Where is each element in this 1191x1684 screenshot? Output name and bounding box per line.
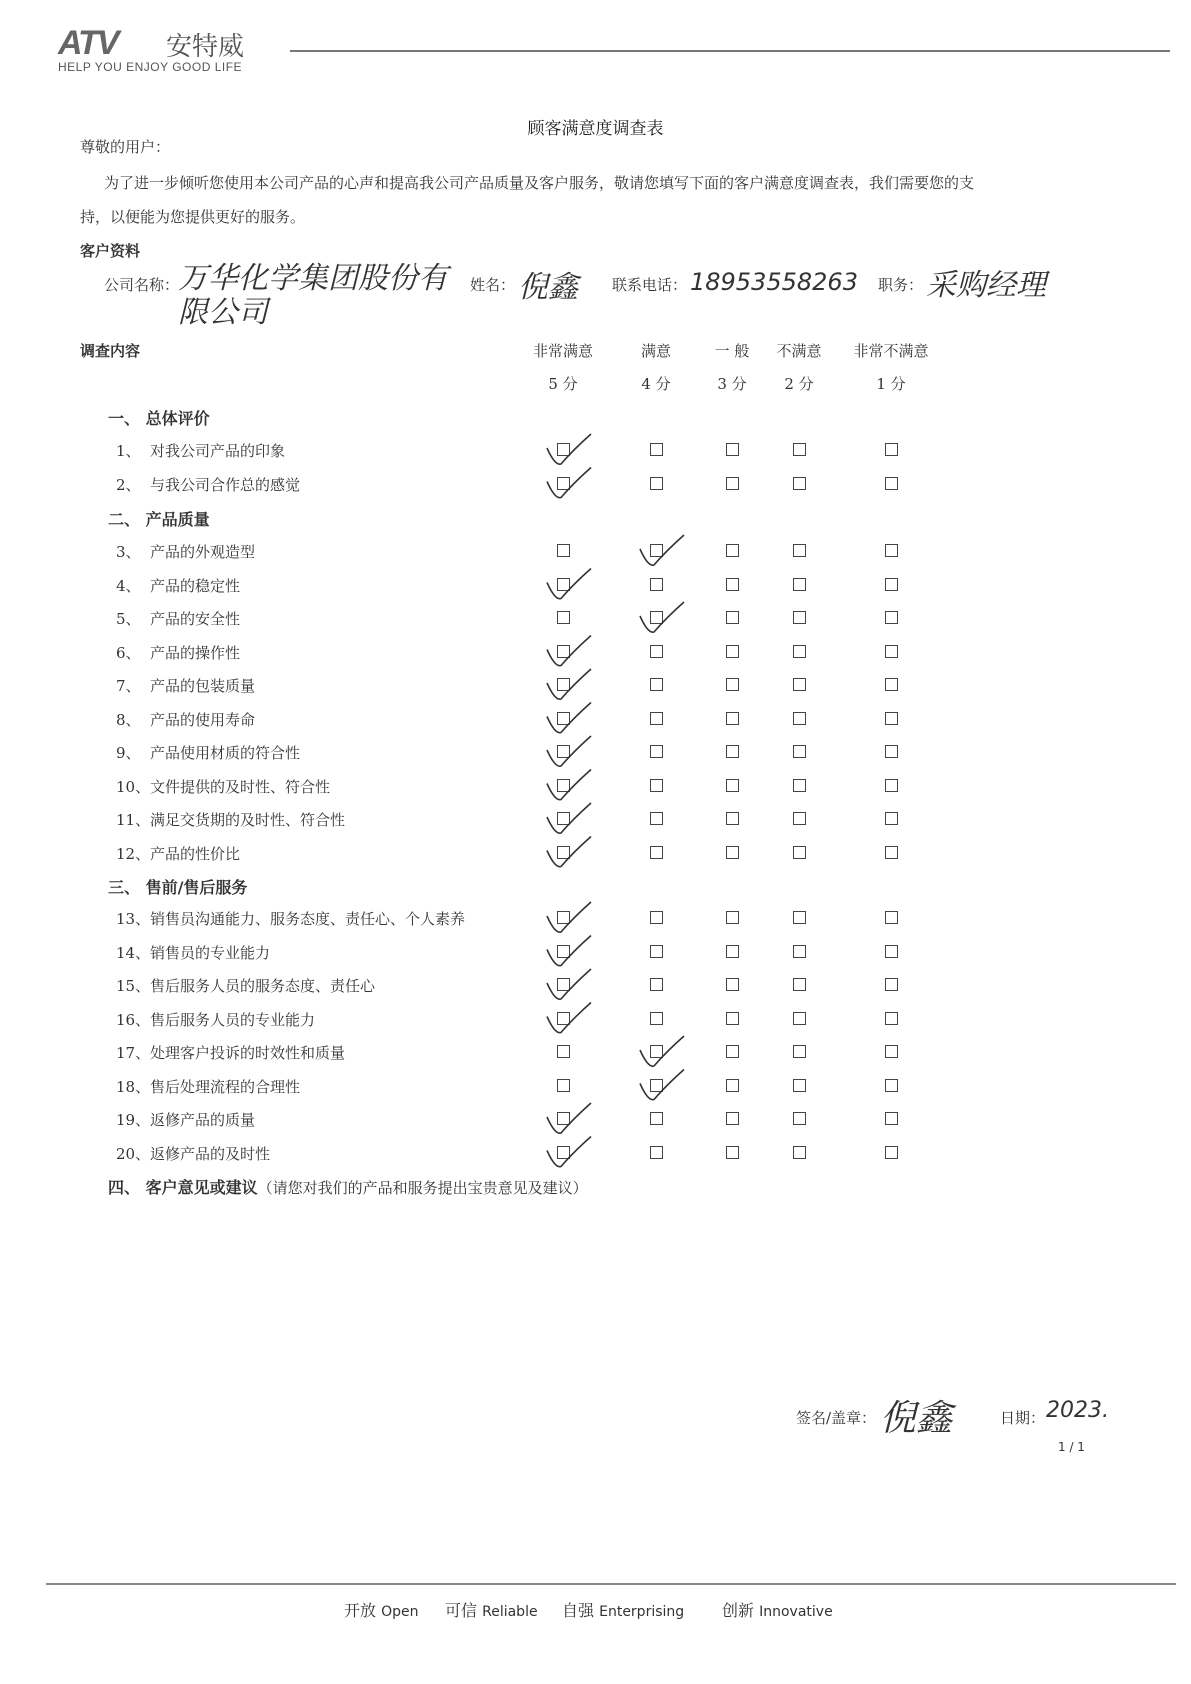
column-score: 3 分 <box>717 375 747 393</box>
rating-checkbox-3[interactable] <box>726 812 739 825</box>
rating-checkbox-3[interactable] <box>726 1112 739 1125</box>
page-number: 1 / 1 <box>1058 1440 1085 1454</box>
item-number: 20、 <box>116 1144 151 1163</box>
rating-checkbox-3[interactable] <box>726 1045 739 1058</box>
survey-row <box>116 440 285 461</box>
rating-checkbox-5[interactable] <box>557 911 570 924</box>
rating-checkbox-3[interactable] <box>726 544 739 557</box>
date-value[interactable]: 2023. <box>1046 1398 1109 1423</box>
rating-checkbox-2[interactable] <box>793 911 806 924</box>
item-text: 售后处理流程的合理性 <box>150 1077 301 1096</box>
logo: ATV <box>58 24 118 62</box>
column-score: 2 分 <box>784 375 814 393</box>
footer-divider <box>46 1583 1176 1585</box>
survey-row <box>116 908 465 929</box>
rating-checkbox-5[interactable] <box>557 945 570 958</box>
item-text: 销售员的专业能力 <box>150 943 271 962</box>
name-label: 姓名： <box>470 276 516 294</box>
rating-checkbox-3[interactable] <box>726 779 739 792</box>
rating-checkbox-1[interactable] <box>885 1079 898 1092</box>
survey-row <box>116 1109 255 1130</box>
rating-checkbox-1[interactable] <box>885 443 898 456</box>
rating-checkbox-3[interactable] <box>726 745 739 758</box>
rating-checkbox-4[interactable] <box>650 578 663 591</box>
survey-row <box>116 675 255 696</box>
rating-checkbox-3[interactable] <box>726 1079 739 1092</box>
item-number: 14、 <box>116 943 151 962</box>
rating-checkbox-5[interactable] <box>557 678 570 691</box>
footer-cn: 创新 <box>722 1601 755 1620</box>
rating-checkbox-2[interactable] <box>793 645 806 658</box>
rating-checkbox-1[interactable] <box>885 1146 898 1159</box>
rating-checkbox-1[interactable] <box>885 745 898 758</box>
item-number: 11、 <box>116 811 151 829</box>
rating-checkbox-2[interactable] <box>793 712 806 725</box>
rating-checkbox-2[interactable] <box>793 779 806 792</box>
signature-label: 签名/盖章： <box>796 1409 877 1427</box>
item-text: 销售员沟通能力、服务态度、责任心、个人素养 <box>150 910 466 928</box>
rating-checkbox-1[interactable] <box>885 611 898 624</box>
item-text: 满足交货期的及时性、符合性 <box>150 811 346 829</box>
rating-checkbox-4[interactable] <box>650 978 663 991</box>
item-text: 产品的外观造型 <box>150 543 256 561</box>
rating-checkbox-4[interactable] <box>650 645 663 658</box>
survey-row <box>116 1076 300 1097</box>
customer-section-title: 客户资料 <box>80 242 141 260</box>
rating-checkbox-4[interactable] <box>650 846 663 859</box>
rating-checkbox-2[interactable] <box>793 678 806 691</box>
rating-checkbox-2[interactable] <box>793 846 806 859</box>
section-4 <box>108 1175 588 1198</box>
rating-checkbox-2[interactable] <box>793 544 806 557</box>
rating-checkbox-5[interactable] <box>557 812 570 825</box>
item-text: 处理客户投诉的时效性和质量 <box>150 1044 346 1062</box>
survey-row <box>116 608 240 629</box>
position-label: 职务： <box>878 276 924 294</box>
rating-checkbox-3[interactable] <box>726 945 739 958</box>
rating-checkbox-1[interactable] <box>885 978 898 991</box>
item-number: 7、 <box>116 677 141 695</box>
item-text: 产品的性价比 <box>150 844 241 863</box>
rating-checkbox-1[interactable] <box>885 544 898 557</box>
column-label: 一 般 <box>714 342 750 360</box>
survey-row <box>116 776 330 797</box>
column-label: 非常不满意 <box>853 342 929 360</box>
rating-checkbox-4[interactable] <box>650 1146 663 1159</box>
item-number: 5、 <box>116 610 141 628</box>
rating-checkbox-3[interactable] <box>726 1146 739 1159</box>
rating-checkbox-5[interactable] <box>557 611 570 624</box>
item-text: 售后服务人员的服务态度、责任心 <box>150 977 376 995</box>
survey-row <box>116 642 240 663</box>
rating-checkbox-5[interactable] <box>557 978 570 991</box>
survey-row <box>116 1042 345 1063</box>
column-label: 不满意 <box>776 342 822 360</box>
item-text: 返修产品的质量 <box>150 1111 256 1129</box>
item-text: 文件提供的及时性、符合性 <box>150 777 331 796</box>
rating-checkbox-4[interactable] <box>650 779 663 792</box>
rating-checkbox-4[interactable] <box>650 611 663 624</box>
rating-checkbox-1[interactable] <box>885 945 898 958</box>
item-number: 13、 <box>116 910 151 928</box>
rating-checkbox-3[interactable] <box>726 846 739 859</box>
rating-checkbox-3[interactable] <box>726 611 739 624</box>
intro-line1: 为了进一步倾听您使用本公司产品的心声和提高我公司产品质量及客户服务，敬请您填写下面的客户满意度调查表，我们需要您的支 <box>104 174 975 192</box>
rating-checkbox-5[interactable] <box>557 779 570 792</box>
item-number: 2、 <box>116 475 141 494</box>
rating-checkbox-5[interactable] <box>557 1112 570 1125</box>
rating-checkbox-3[interactable] <box>726 477 739 490</box>
section-4-note: （请您对我们的产品和服务提出宝贵意见及建议） <box>257 1179 588 1197</box>
rating-checkbox-1[interactable] <box>885 645 898 658</box>
rating-checkbox-4[interactable] <box>650 678 663 691</box>
section-title: 一、 总体评价 <box>108 409 210 428</box>
rating-checkbox-1[interactable] <box>885 1112 898 1125</box>
footer-innovative <box>722 1598 833 1621</box>
rating-checkbox-5[interactable] <box>557 477 570 490</box>
footer-reliable <box>445 1598 538 1621</box>
survey-row <box>116 575 240 596</box>
name-value[interactable]: 倪鑫 <box>518 270 578 305</box>
item-text: 返修产品的及时性 <box>150 1144 271 1163</box>
rating-checkbox-1[interactable] <box>885 712 898 725</box>
item-number: 6、 <box>116 643 141 662</box>
rating-checkbox-2[interactable] <box>793 1146 806 1159</box>
footer-en: Reliable <box>482 1604 538 1620</box>
section-4-title: 四、 客户意见或建议 <box>108 1178 258 1197</box>
rating-checkbox-3[interactable] <box>726 978 739 991</box>
survey-row <box>116 1009 315 1030</box>
footer-en: Enterprising <box>599 1604 685 1620</box>
position-value[interactable]: 采购经理 <box>926 268 1046 303</box>
rating-checkbox-4[interactable] <box>650 911 663 924</box>
item-text: 产品的操作性 <box>150 643 241 662</box>
rating-checkbox-1[interactable] <box>885 1045 898 1058</box>
rating-checkbox-1[interactable] <box>885 578 898 591</box>
column-label: 非常满意 <box>532 342 594 360</box>
item-number: 1、 <box>116 442 141 460</box>
survey-row <box>116 975 375 996</box>
rating-checkbox-5[interactable] <box>557 645 570 658</box>
signature-value[interactable]: 倪鑫 <box>880 1398 953 1439</box>
intro-line2: 持，以便能为您提供更好的服务。 <box>80 208 306 226</box>
rating-checkbox-4[interactable] <box>650 712 663 725</box>
item-number: 3、 <box>116 543 141 561</box>
survey-row <box>116 474 300 495</box>
rating-checkbox-4[interactable] <box>650 945 663 958</box>
rating-checkbox-3[interactable] <box>726 443 739 456</box>
footer-open <box>344 1598 419 1621</box>
item-text: 产品的使用寿命 <box>150 710 256 729</box>
survey-row <box>116 1143 270 1164</box>
rating-checkbox-5[interactable] <box>557 1079 570 1092</box>
header-divider <box>290 50 1170 52</box>
survey-label: 调查内容 <box>80 342 141 360</box>
rating-checkbox-5[interactable] <box>557 1146 570 1159</box>
item-number: 18、 <box>116 1077 151 1096</box>
rating-checkbox-5[interactable] <box>557 544 570 557</box>
rating-checkbox-2[interactable] <box>793 1112 806 1125</box>
rating-checkbox-5[interactable] <box>557 1045 570 1058</box>
item-number: 4、 <box>116 576 141 595</box>
rating-checkbox-2[interactable] <box>793 1079 806 1092</box>
item-number: 19、 <box>116 1111 151 1129</box>
rating-checkbox-1[interactable] <box>885 812 898 825</box>
column-score: 1 分 <box>876 375 906 393</box>
column-label: 满意 <box>640 342 672 360</box>
footer-enterprising <box>562 1598 684 1621</box>
rating-checkbox-3[interactable] <box>726 678 739 691</box>
rating-checkbox-1[interactable] <box>885 846 898 859</box>
rating-checkbox-4[interactable] <box>650 1112 663 1125</box>
rating-checkbox-2[interactable] <box>793 443 806 456</box>
survey-row <box>116 742 300 763</box>
date-label: 日期： <box>1000 1409 1046 1427</box>
rating-checkbox-3[interactable] <box>726 645 739 658</box>
rating-checkbox-4[interactable] <box>650 1012 663 1025</box>
rating-checkbox-5[interactable] <box>557 712 570 725</box>
rating-checkbox-2[interactable] <box>793 945 806 958</box>
rating-checkbox-2[interactable] <box>793 1045 806 1058</box>
footer-en: Open <box>381 1604 419 1620</box>
item-text: 产品的包装质量 <box>150 677 256 695</box>
item-number: 9、 <box>116 744 141 762</box>
rating-checkbox-3[interactable] <box>726 578 739 591</box>
item-text: 对我公司产品的印象 <box>150 442 286 460</box>
rating-checkbox-5[interactable] <box>557 846 570 859</box>
item-text: 产品的安全性 <box>150 610 241 628</box>
item-number: 15、 <box>116 977 151 995</box>
rating-checkbox-5[interactable] <box>557 443 570 456</box>
rating-checkbox-4[interactable] <box>650 745 663 758</box>
item-text: 与我公司合作总的感觉 <box>150 475 301 494</box>
rating-checkbox-4[interactable] <box>650 544 663 557</box>
survey-row <box>116 809 345 830</box>
rating-checkbox-4[interactable] <box>650 1079 663 1092</box>
footer-en: Innovative <box>759 1604 833 1620</box>
logo-cn: 安特威 <box>166 32 245 62</box>
footer-cn: 开放 <box>344 1601 377 1620</box>
footer-cn: 自强 <box>562 1601 595 1620</box>
item-number: 16、 <box>116 1010 151 1029</box>
item-number: 8、 <box>116 710 141 729</box>
rating-checkbox-2[interactable] <box>793 578 806 591</box>
rating-checkbox-3[interactable] <box>726 712 739 725</box>
rating-checkbox-5[interactable] <box>557 745 570 758</box>
column-score: 4 分 <box>641 375 671 393</box>
item-text: 产品的稳定性 <box>150 576 241 595</box>
rating-checkbox-1[interactable] <box>885 779 898 792</box>
item-number: 17、 <box>116 1044 151 1062</box>
phone-label: 联系电话： <box>612 276 688 294</box>
rating-checkbox-4[interactable] <box>650 812 663 825</box>
rating-checkbox-4[interactable] <box>650 443 663 456</box>
rating-checkbox-2[interactable] <box>793 1012 806 1025</box>
rating-checkbox-1[interactable] <box>885 477 898 490</box>
rating-checkbox-1[interactable] <box>885 1012 898 1025</box>
survey-row <box>116 541 255 562</box>
rating-checkbox-3[interactable] <box>726 1012 739 1025</box>
item-text: 产品使用材质的符合性 <box>150 744 301 762</box>
slogan: HELP YOU ENJOY GOOD LIFE <box>58 60 243 74</box>
footer-cn: 可信 <box>445 1601 478 1620</box>
survey-row <box>116 843 240 864</box>
phone-value[interactable]: 18953558263 <box>690 268 858 296</box>
survey-row <box>116 709 255 730</box>
rating-checkbox-3[interactable] <box>726 911 739 924</box>
column-score: 5 分 <box>548 375 578 393</box>
survey-row <box>116 942 270 963</box>
rating-checkbox-2[interactable] <box>793 745 806 758</box>
greeting: 尊敬的用户： <box>80 138 171 156</box>
rating-checkbox-4[interactable] <box>650 1045 663 1058</box>
rating-checkbox-5[interactable] <box>557 578 570 591</box>
item-number: 12、 <box>116 844 151 863</box>
section-title: 三、 售前/售后服务 <box>108 878 248 897</box>
rating-checkbox-4[interactable] <box>650 477 663 490</box>
item-number: 10、 <box>116 777 151 796</box>
rating-checkbox-5[interactable] <box>557 1012 570 1025</box>
rating-checkbox-2[interactable] <box>793 611 806 624</box>
company-value[interactable]: 万华化学集团股份有限公司 <box>178 261 448 330</box>
rating-checkbox-2[interactable] <box>793 812 806 825</box>
rating-checkbox-1[interactable] <box>885 678 898 691</box>
rating-checkbox-1[interactable] <box>885 911 898 924</box>
section-title: 二、 产品质量 <box>108 510 210 529</box>
company-label: 公司名称： <box>104 276 180 294</box>
page-title: 顾客满意度调查表 <box>527 119 664 139</box>
item-text: 售后服务人员的专业能力 <box>150 1010 316 1029</box>
rating-checkbox-2[interactable] <box>793 978 806 991</box>
rating-checkbox-2[interactable] <box>793 477 806 490</box>
